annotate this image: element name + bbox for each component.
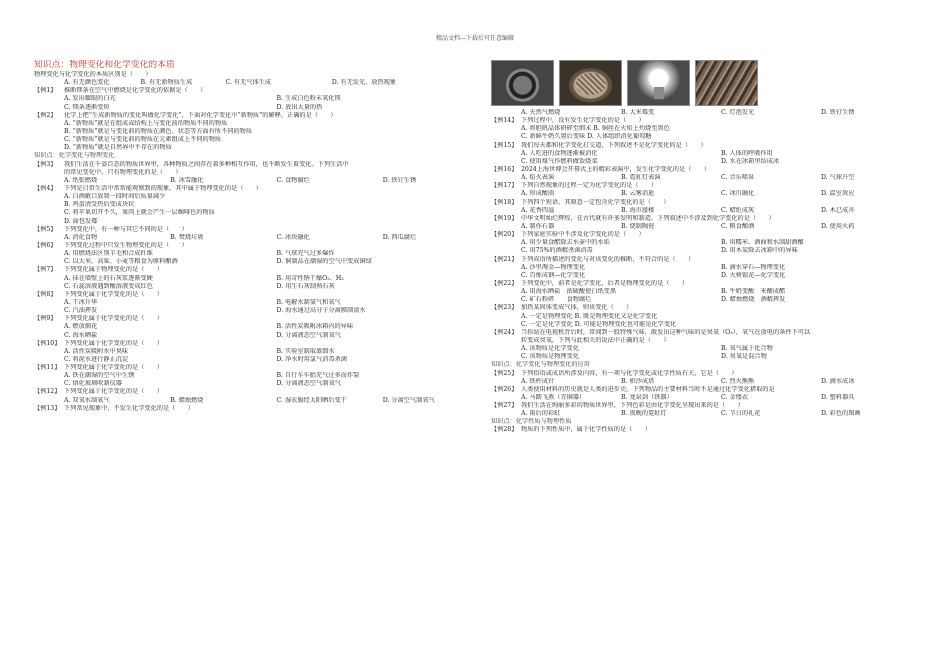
answer-option: C. 灯泡发光 (721, 109, 755, 116)
question-text: 下列变化中，前者是化学变化，后者是物理变化的是（ ） (521, 279, 689, 287)
answer-option: C. 金缕衣 (721, 393, 749, 401)
gas-stove-flame-photo (491, 60, 554, 106)
answer-options-row (491, 264, 921, 272)
question-number: 【例26】 (491, 385, 518, 393)
question-text: 下列俗语或成语所涉及内容，有一项与化学变化或化学性质有关，它是（ ） (521, 369, 738, 377)
question (491, 426, 921, 434)
question (34, 242, 489, 250)
question (34, 185, 489, 193)
answer-option: D. 木已成舟 (821, 206, 855, 214)
question (491, 386, 921, 394)
answer-options-row (34, 299, 489, 307)
answer-options-row (34, 372, 489, 380)
question (34, 266, 489, 274)
answer-option-line: C. 将苹果切开不久，果肉上就会产生一层咖啡色的物质 (64, 209, 215, 217)
answer-option: D. 用木炭除去冰箱中的异味 (721, 247, 798, 255)
answer-option: B. 用苛性钠干燥O₂、H₂ (276, 274, 344, 282)
question (34, 87, 489, 95)
answer-options-row (491, 378, 921, 386)
answer-option-line: D. “新物质”就是自然界中不存在的物质 (64, 144, 172, 152)
question (34, 226, 489, 234)
answer-option: A. 纸张燃烧 (64, 176, 98, 184)
answer-option: A. 用少量食醋除去水壶中的水垢 (521, 239, 610, 247)
answer-option: A. 铁在潮湿的空气中生锈 (64, 372, 135, 380)
question-number: 【例27】 (491, 402, 518, 410)
answer-option-line: B. 鸡蛋清受热后变成块状 (64, 201, 135, 209)
right-column (491, 60, 921, 435)
knowledge-point-heading: 知识点：化学变化与物理变化的应用 (491, 361, 590, 369)
answer-option: B. 活性炭吸附冰箱内的异味 (276, 323, 354, 331)
knowledge-point-heading: 知识点：化学性质与物理性质 (491, 418, 572, 426)
question-number: 【例24】 (491, 328, 518, 336)
answer-option: C. 百炼成钢—化学变化 (521, 271, 586, 279)
question (34, 291, 489, 299)
question (34, 388, 489, 396)
question-number: 【例7】 (34, 266, 57, 274)
answer-option: B. 龙泉剑（铁器） (621, 393, 673, 401)
answer-option: D. 铜制品在潮湿的空气中变成铜绿 (276, 258, 372, 266)
question-text: 下列变化属于化学变化的是（ ） (64, 315, 163, 323)
answer-option: C. 使用煤气作燃料做饭烧菜 (521, 157, 598, 165)
answer-option-line: A. 将胆矾晶体研碎至细末 B. 铜丝在火焰上灼烧至黑色 (521, 125, 670, 133)
answer-option: B. 自行车车胎充气过多而炸裂 (276, 372, 360, 380)
answer-option: C. 以大米、高粱、小麦等粮食为原料酿酒 (64, 258, 178, 266)
question-text: 我们生活在绚丽多彩的物质世界里，下列色彩是由化学变化呈现出来的是（ ） (521, 402, 744, 410)
section-title: 知识点：物理变化和化学变化的本质 (34, 60, 175, 70)
question (491, 256, 921, 264)
answer-options-row (491, 174, 921, 182)
answer-option: B. 有无新物质生成 (140, 79, 193, 87)
answer-option: D. 气球升空 (821, 174, 855, 182)
answer-option: A. 双氧水制氧气 (64, 396, 110, 404)
answer-option: A. 雨后的彩虹 (521, 410, 561, 418)
answer-options-row (491, 247, 921, 255)
answer-option: A. 有无颜色变化 (64, 79, 110, 87)
question-number: 【例1】 (34, 87, 57, 95)
answer-options-row (34, 95, 489, 103)
answer-option: D. 分离空气制氧气 (382, 396, 435, 404)
question-number: 【例11】 (34, 364, 61, 372)
answer-option: D. 滴水成冰 (821, 377, 855, 385)
answer-option: A. 消化食物 (64, 233, 98, 241)
question-number: 【例10】 (34, 339, 61, 347)
answer-option: B. 用糯米、酒曲和水制甜酒酿 (721, 239, 804, 247)
answer-option: C. 用75%的酒精杀菌消毒 (521, 247, 593, 255)
answer-option: D. 蜡烛燃烧 酒精挥发 (721, 296, 786, 304)
answer-option: A. 制作石器 (521, 222, 555, 230)
answer-option: A. 用燃烧法区别羊毛和合成纤维 (64, 250, 153, 258)
question-text: 中华文明灿烂辉煌，在古代就有许多发明和制造。下列叙述中不涉及到化学变化的是（ ） (521, 214, 775, 222)
answer-option: D. 西瓜腐烂 (382, 233, 417, 241)
answer-option: C. 冰川融化 (721, 190, 755, 198)
question-number: 【例5】 (34, 225, 57, 233)
answer-option: B. 霓虹灯表演 (621, 174, 661, 182)
answer-option: C. 该物质是物理变化 (521, 353, 579, 361)
question-text: 下列变化属于化学变化的是（ ） (64, 364, 163, 372)
answer-option: A. 焰火表演 (521, 174, 555, 182)
question-text: 下列变化中，有一种与其它不同的是（ ） (64, 225, 188, 233)
question-number: 【例25】 (491, 369, 518, 377)
answer-options-row (491, 272, 921, 280)
answer-options-row (491, 190, 921, 198)
answer-option: C. 湿衣服经太阳晒后变干 (276, 396, 347, 404)
answer-option: C. 汽油挥发 (64, 307, 98, 315)
answer-options-row (34, 104, 489, 112)
light-bulb-photo (627, 60, 690, 106)
answer-option: B. 积沙成塔 (621, 377, 655, 385)
answer-options-row (491, 296, 921, 304)
question-text: 下列是日常生活中常常能观察到的现象，其中属于物理变化的是（ ） (64, 184, 262, 192)
question-number: 【例28】 (491, 426, 518, 434)
question-number: 【例13】 (34, 404, 61, 412)
right-column-text (491, 109, 921, 435)
answer-option: B. 牛奶变酸 米酿成醋 (721, 288, 786, 296)
question-number: 【例18】 (491, 198, 518, 206)
question-text: 当你站在电视机背后时，常闻到一股特殊气味，散发出这种气味的是臭氧（O₃），氧气在放电的条件下可以 (521, 328, 811, 336)
answer-option-line: C. 新鲜牛奶久置后变味 D. 人体组织消化葡萄糖 (521, 133, 652, 141)
answer-options-row (34, 250, 489, 258)
question-text: 下列过程中，没有发生化学变化的是（ ） (521, 117, 645, 125)
answer-options-row (34, 234, 489, 242)
answer-option: C. 石蕊溶液遇到酸溶液变成红色 (64, 282, 153, 290)
answer-option: C. 将泥水进行静止沉淀 (64, 355, 129, 363)
question (491, 215, 921, 223)
answer-option-line: A. “新物质”就是在组成或结构上与变化前的物质不同的物质 (64, 119, 228, 127)
question-text: 物理变化与化学变化的本质区别是（ ） (34, 71, 152, 78)
question-text: 下列变化过程中只发生物理变化的是（ ） (64, 241, 188, 249)
question-number: 【例15】 (491, 141, 518, 149)
answer-option: A. 花香四溢 (521, 206, 555, 214)
answer-options-row (34, 307, 489, 315)
answer-option: B. 云雾消逝 (621, 190, 655, 198)
answer-option: C. 节日的礼花 (721, 410, 761, 418)
question (491, 231, 921, 239)
question (491, 402, 921, 410)
question-text: 下列自然现象的过程一定为化学变化的是（ ） (521, 182, 658, 190)
question-number: 【例12】 (34, 388, 61, 396)
answer-option: C. 镁条逐渐变短 (64, 103, 110, 111)
question-number: 【例3】 (34, 160, 57, 168)
answer-option: C. 烈火熊熊 (721, 377, 755, 385)
question (491, 199, 921, 207)
answer-option: A. 马踏飞燕（青铜器） (521, 393, 586, 401)
question-text: 下列家庭实验中不涉及化学变化的是（ ） (521, 231, 645, 239)
answer-option: A. 铁杵成针 (521, 377, 555, 385)
answer-options-row (491, 109, 921, 117)
answer-option: B. 气球充气过多爆炸 (276, 250, 335, 258)
question (491, 370, 921, 378)
answer-option: B. 大米霉变 (621, 109, 655, 116)
answer-option: B. 实验室制取蒸馏水 (276, 347, 335, 355)
answer-options-row (491, 239, 921, 247)
answer-option: C. 粮食酿酒 (721, 222, 755, 230)
question-number: 【例20】 (491, 231, 518, 239)
question-text: 物质的下列性质中，属于化学性质的是（ ） (521, 426, 651, 434)
question-text: 下列成语所描述的变化与对该变化的推断，不符合的是（ ） (521, 255, 695, 263)
answer-option: B. 生成白色粉末氧化镁 (276, 95, 341, 103)
question-number: 【例6】 (34, 241, 57, 249)
answer-options-row (34, 332, 489, 340)
answer-option: C. 食物腐烂 (276, 176, 310, 184)
answer-option: B. 电解水制氢气和氧气 (276, 298, 341, 306)
answer-options-row (34, 275, 489, 283)
question (34, 112, 489, 120)
answer-option-line: C. “新物质”就是与变化前的物质在元素组成上不同的物质 (64, 136, 222, 144)
left-column (34, 60, 489, 413)
answer-option: D. 用生石灰制熟石灰 (276, 282, 335, 290)
question-number: 【例4】 (34, 184, 57, 192)
question (491, 166, 921, 174)
rusty-nails-photo (695, 60, 758, 106)
question (34, 340, 489, 348)
answer-options-row (491, 288, 921, 296)
question-number: 【例8】 (34, 290, 57, 298)
answer-options-row (34, 380, 489, 388)
question-number: 【例21】 (491, 255, 518, 263)
answer-option: D. 有无发光、放热现象 (331, 79, 397, 87)
answer-options-row (34, 258, 489, 266)
question (491, 304, 921, 312)
answer-option: A. 抹在墙壁上的石灰浆逐渐变硬 (64, 274, 153, 282)
answer-option-line: A. 一定是物理变化 B. 既是物理变化又是化学变化 (521, 312, 658, 320)
answer-option: C. 冰块融化 (276, 233, 310, 241)
answer-options-row (491, 207, 921, 215)
answer-option-line: D. 面包发霉 (64, 217, 98, 225)
question-text: 我们每天都和化学变化打交道，下列叙述不是化学变化的是（ ） (521, 141, 707, 149)
question-number: 【例9】 (34, 315, 57, 323)
question (491, 280, 921, 288)
answer-option: A. 活性炭吸附水中臭味 (64, 347, 129, 355)
answer-option: A. 该物质是化学变化 (521, 345, 579, 353)
answer-option: D. 分离液态空气制氧气 (276, 331, 341, 339)
answer-options-row (34, 323, 489, 331)
answer-option: A. 人吃进的食物逐渐被消化 (521, 149, 598, 157)
answer-option-line: B. “新物质”就是与变化前的物质在颜色、状态等方面有所不同的物质 (64, 127, 253, 135)
question-number: 【例16】 (491, 165, 518, 173)
answer-option: C. 海水晒盐 (64, 331, 98, 339)
answer-option: A. 发出耀眼的白光 (64, 95, 116, 103)
question-text: 推断镁条在空气中燃烧是化学变化的依据是（ ） (64, 87, 207, 95)
answer-options-row (491, 150, 921, 158)
answer-option: B. 焚烧垃圾 (170, 233, 204, 241)
answer-options-row (34, 356, 489, 364)
question-text: 化学上把“生成新物质的变化叫做化学变化”，下面对化学变化中“新物质”的解释，正确的是（ ） (64, 111, 337, 119)
question-number: 【例23】 (491, 304, 518, 312)
answer-options-row (34, 177, 489, 185)
answer-options-row (491, 353, 921, 361)
question (34, 364, 489, 372)
answer-options-row (491, 158, 921, 166)
answer-option: C. 熔化玻璃吹制仪器 (64, 380, 122, 388)
answer-options-row (34, 397, 489, 405)
question-text: 下列变化属于化学变化的是（ ） (64, 290, 163, 298)
answer-options-row (491, 223, 921, 231)
question (34, 315, 489, 323)
answer-option: D. 放出大量的热 (276, 103, 323, 111)
answer-option: B. 氧气属于化合物 (721, 345, 773, 353)
answer-option: B. 烧制陶瓷 (621, 222, 655, 230)
answer-option: A. 天然气燃烧 (521, 109, 561, 116)
question-text: 人类使用材料的历史就是人类的进步史，下列物品的主要材料当时不是通过化学变化猎取的是 (521, 385, 775, 393)
answer-option: C. 音乐喷泉 (721, 174, 755, 182)
question-text: 下列四个短语，其原意一定包含化学变化的是（ ） (521, 198, 670, 206)
answer-option: D. 海水通过高分子分离膜制淡水 (276, 307, 366, 315)
question-text: 加热某固体变成气体，则该变化（ ） (521, 304, 633, 312)
question-text: 下列变化属于物理变化的是（ ） (64, 266, 163, 274)
answer-option-line: 转变成臭氧，下列与此相关的说法中正确的是（ ） (521, 336, 670, 344)
answer-option: B. 蜡烛燃烧 (170, 396, 204, 404)
answer-options-row (34, 348, 489, 356)
answer-option: D. 塑料器具 (821, 393, 855, 401)
answer-option: D. 铁钉生锈 (382, 176, 417, 184)
question (491, 117, 921, 125)
answer-option: B. 滴水穿石—物理变化 (721, 263, 786, 271)
question-text: 2024上海世博会开幕式上的精彩表演中，发生化学变化的是（ ） (521, 165, 710, 173)
question-text: 我们生活在千姿百态的物质世界里，各种物质之间存在着多种相互作用，也不断发生着变化。下列生活中 (64, 160, 349, 168)
answer-option: B. 夜晚的霓虹灯 (621, 410, 667, 418)
answer-option: C. 矿石粉碎 食物腐烂 (521, 296, 592, 304)
answer-option-line: A. 白酒敞口放置一段时间后质量减少 (64, 193, 166, 201)
question-number: 【例2】 (34, 111, 57, 119)
page-header: 精品文档---下载后可任意编辑 (435, 35, 515, 42)
question-13-photos (491, 60, 921, 105)
question (491, 142, 921, 150)
answer-options-row (491, 410, 921, 418)
answer-option: A. 用海水晒盐 浓硫酸使白纸变黑 (521, 288, 617, 296)
question-number: 【例17】 (491, 182, 518, 190)
answer-option: C. 有无气体生成 (225, 79, 272, 87)
answer-option: B. 人体的呼吸作用 (721, 149, 773, 157)
answer-option: A. 沙里淘金—物理变化 (521, 263, 586, 271)
question-number: 【例19】 (491, 214, 518, 222)
answer-option: C. 蜡炬成灰 (721, 206, 755, 214)
answer-option: A. 干冰升华 (64, 298, 98, 306)
answer-options-row (34, 79, 489, 87)
answer-option: B. 冰雪融化 (170, 176, 204, 184)
answer-option: D. 温室效应 (821, 190, 855, 198)
question-text: 下列变化属于化学变化的是（ ） (64, 339, 163, 347)
question-text: 下列变化属于化学变化的是（ ） (64, 388, 163, 396)
question (34, 405, 489, 413)
answer-option: A. 形成酸雨 (521, 190, 555, 198)
answer-option: D. 彩色的图画 (821, 410, 861, 418)
answer-option-line: C. 一定是化学变化 D. 可能是物理变化也可能是化学变化 (521, 320, 677, 328)
answer-option: D. 使用火药 (821, 222, 855, 230)
question-number: 【例14】 (491, 117, 518, 125)
answer-option: A. 燃放烟花 (64, 323, 98, 331)
answer-option: D. 分离液态空气制氧气 (276, 380, 341, 388)
answer-option-line: 的常见变化中，只有物理变化的是（ ） (64, 168, 182, 176)
question (491, 329, 921, 337)
answer-option: D. 水在冰箱里结成冰 (721, 157, 780, 165)
answer-options-row (34, 283, 489, 291)
question-text: 下列常见现象中，不发生化学变化的是（ ） (64, 404, 194, 412)
answer-option: D. 铁钉生锈 (821, 109, 855, 116)
knowledge-point-heading: 知识点：化学变化与物理变化 (34, 152, 115, 160)
answer-options-row (491, 394, 921, 402)
answer-options-row (491, 345, 921, 353)
moldy-rice-photo (559, 60, 622, 106)
question-number: 【例22】 (491, 279, 518, 287)
answer-option: D. 净水时用氯气消毒杀菌 (276, 355, 348, 363)
answer-option: D. 臭氧是混合物 (721, 353, 767, 361)
answer-option: B. 海市蜃楼 (621, 206, 655, 214)
question (34, 161, 489, 169)
question (491, 182, 921, 190)
answer-option: D. 火树银花—化学变化 (721, 271, 786, 279)
